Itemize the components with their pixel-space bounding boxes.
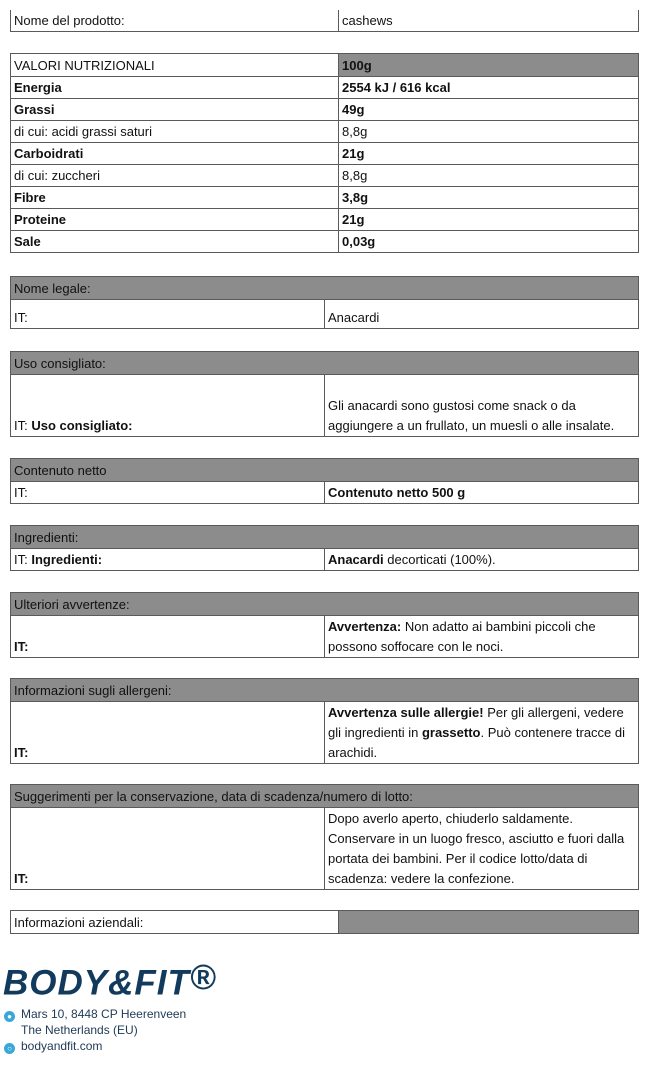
company-table xyxy=(10,910,639,934)
allergens-value-bold: Avvertenza sulle allergie! xyxy=(328,705,484,720)
ingredients-title: Ingredienti: xyxy=(11,526,639,549)
warnings-value-bold: Avvertenza: xyxy=(328,619,402,634)
nutrition-header-label: VALORI NUTRIZIONALI xyxy=(11,54,339,77)
globe-icon: ○ xyxy=(4,1043,15,1054)
usage-lang-cell xyxy=(11,375,325,437)
nutrition-table xyxy=(10,53,639,253)
nutrient-value: 0,03g xyxy=(339,231,639,253)
warnings-value-rest: Non adatto ai bambini piccoli che possono soffocare con le noci. xyxy=(328,619,596,654)
brand-name: BODY&FIT xyxy=(3,963,190,1003)
usage-table xyxy=(10,351,639,437)
usage-lang: IT: xyxy=(14,418,32,433)
ingredients-label: Ingredienti: xyxy=(31,552,103,567)
product-label: Nome del prodotto: xyxy=(11,10,339,32)
storage-table xyxy=(10,784,639,890)
nutrient-value: 21g xyxy=(339,143,639,165)
ingredients-value-bold: Anacardi xyxy=(328,552,384,567)
nutrient-label: Fibre xyxy=(11,187,339,209)
allergens-value xyxy=(325,702,639,764)
product-value: cashews xyxy=(339,10,639,32)
legal-name-table xyxy=(10,276,639,329)
legal-name-value: Anacardi xyxy=(325,300,639,329)
address-line-1: ● Mars 10, 8448 CP Heerenveen xyxy=(4,1006,186,1022)
net-content-lang: IT: xyxy=(11,482,325,504)
nutrient-label: di cui: acidi grassi saturi xyxy=(11,121,339,143)
company-value-cell xyxy=(339,911,639,934)
ingredients-table xyxy=(10,525,639,571)
ingredients-lang-cell xyxy=(11,549,325,571)
address-line-2: The Netherlands (EU) xyxy=(21,1023,138,1037)
allergens-title: Informazioni sugli allergeni: xyxy=(11,679,639,702)
allergens-value-bold2: grassetto xyxy=(421,725,481,740)
storage-lang: IT: xyxy=(11,808,325,890)
warnings-table xyxy=(10,592,639,658)
storage-value: Dopo averlo aperto, chiuderlo saldamente. Conservare in un luogo fresco, asciutto e fuori dalla portata dei bambini. Per il codice lotto/data di scadenza: vedere la confezione. xyxy=(325,808,639,890)
net-content-value: Contenuto netto 500 g xyxy=(325,482,639,504)
allergens-value-rest: . Può contenere tracce di arachidi. xyxy=(328,725,626,760)
location-pin-icon: ● xyxy=(4,1011,15,1022)
legal-name-title: Nome legale: xyxy=(11,277,639,300)
nutrient-label: Energia xyxy=(11,77,339,99)
company-title: Informazioni aziendali: xyxy=(11,911,339,934)
nutrient-value: 21g xyxy=(339,209,639,231)
nutrient-label: Grassi xyxy=(11,99,339,121)
allergens-table xyxy=(10,678,639,764)
nutrient-value: 3,8g xyxy=(339,187,639,209)
website-line xyxy=(4,1038,186,1054)
usage-title: Uso consigliato: xyxy=(11,352,639,375)
net-content-title: Contenuto netto xyxy=(11,459,639,482)
ingredients-lang: IT: xyxy=(14,552,32,567)
storage-title: Suggerimenti per la conservazione, data di scadenza/numero di lotto: xyxy=(11,785,639,808)
warnings-title: Ulteriori avvertenze: xyxy=(11,593,639,616)
allergens-lang: IT: xyxy=(11,702,325,764)
allergens-value-mid: Per gli allergeni, vedere gli ingredienti in xyxy=(328,705,624,740)
warnings-lang: IT: xyxy=(11,616,325,658)
nutrient-value: 2554 kJ / 616 kcal xyxy=(339,77,639,99)
nutrient-label: Carboidrati xyxy=(11,143,339,165)
nutrient-label: Proteine xyxy=(11,209,339,231)
warnings-value xyxy=(325,616,639,658)
nutrient-value: 8,8g xyxy=(339,165,639,187)
registered-mark: ® xyxy=(189,958,217,997)
brand-logo xyxy=(3,958,217,1003)
nutrient-label: Sale xyxy=(11,231,339,253)
nutrient-value: 8,8g xyxy=(339,121,639,143)
nutrition-header-value: 100g xyxy=(339,54,639,77)
website-link[interactable]: bodyandfit.com xyxy=(21,1039,103,1053)
company-address xyxy=(4,1006,186,1054)
usage-label: Uso consigliato: xyxy=(31,418,133,433)
nutrient-value: 49g xyxy=(339,99,639,121)
net-content-table xyxy=(10,458,639,504)
legal-name-lang: IT: xyxy=(11,300,325,329)
usage-value: Gli anacardi sono gustosi come snack o da aggiungere a un frullato, un muesli o alle insalate. xyxy=(325,375,639,437)
ingredients-value-rest: decorticati (100%). xyxy=(383,552,496,567)
nutrient-label: di cui: zuccheri xyxy=(11,165,339,187)
ingredients-value xyxy=(325,549,639,571)
product-table xyxy=(10,10,639,32)
